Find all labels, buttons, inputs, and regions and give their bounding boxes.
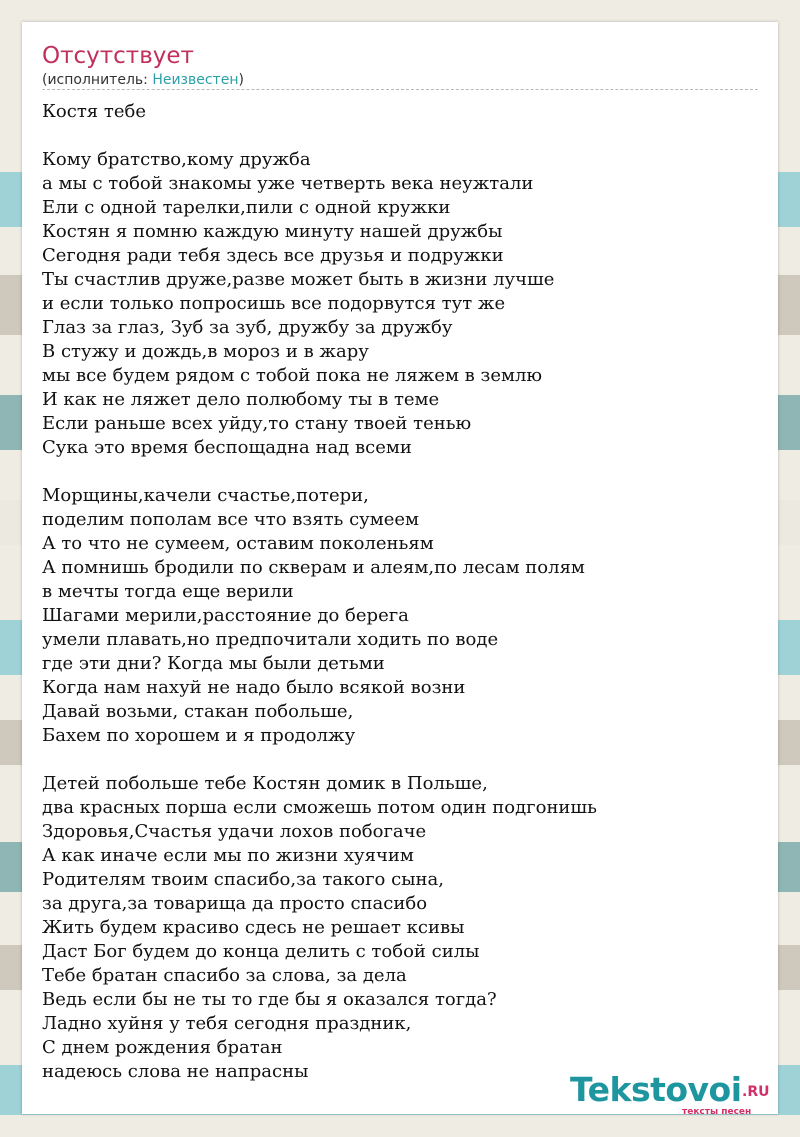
lyric-line: Ты счастлив друже,разве может быть в жизни лучше	[42, 269, 555, 290]
lyric-line: Бахем по хорошем и я продолжу	[42, 725, 356, 746]
lyric-line: Костян я помню каждую минуту нашей дружбы	[42, 221, 503, 242]
lyric-line: в мечты тогда еще верили	[42, 581, 294, 602]
lyric-line: Когда нам нахуй не надо было всякой возни	[42, 677, 466, 698]
lyric-line: Давай возьми, стакан побольше,	[42, 701, 354, 722]
lyric-line: Даст Бог будем до конца делить с тобой силы	[42, 941, 480, 962]
lyric-line: надеюсь слова не напрасны	[42, 1061, 309, 1082]
artist-line	[42, 71, 244, 89]
lyric-line: Глаз за глаз, Зуб за зуб, дружбу за дружбу	[42, 317, 453, 338]
lyric-line: В стужу и дождь,в мороз и в жару	[42, 341, 369, 362]
lyrics-card	[22, 22, 778, 1117]
lyric-line: Сегодня ради тебя здесь все друзья и подружки	[42, 245, 504, 266]
lyric-line: Ели с одной тарелки,пили с одной кружки	[42, 197, 451, 218]
lyric-line	[42, 124, 762, 148]
lyric-line: а мы с тобой знакомы уже четверть века неужтали	[42, 173, 534, 194]
lyric-line: А как иначе если мы по жизни хуячим	[42, 845, 414, 866]
song-title: Отсутствует	[42, 43, 194, 69]
lyric-line: Родителям твоим спасибо,за такого сына,	[42, 869, 444, 890]
artist-suffix: )	[238, 72, 244, 88]
lyric-line: умели плавать,но предпочитали ходить по воде	[42, 629, 499, 650]
lyric-line: за друга,за товарища да просто спасибо	[42, 893, 428, 914]
lyric-line: и если только попросишь все подорвутся тут же	[42, 293, 506, 314]
lyric-line: Тебе братан спасибо за слова, за дела	[42, 965, 407, 986]
lyric-line: Здоровья,Счастья удачи лохов побогаче	[42, 821, 427, 842]
lyric-line: Жить будем красиво сдесь не решает ксивы	[42, 917, 465, 938]
lyric-line: И как не ляжет дело полюбому ты в теме	[42, 389, 440, 410]
lyric-line: Ладно хуйня у тебя сегодня праздник,	[42, 1013, 412, 1034]
logo-tagline: тексты песен	[682, 1107, 752, 1117]
logo-wordmark: Tekstovoi	[570, 1070, 742, 1109]
lyric-line: Если раньше всех уйду,то стану твоей тенью	[42, 413, 472, 434]
header-divider	[42, 89, 758, 90]
lyric-line: где эти дни? Когда мы были детьми	[42, 653, 385, 674]
artist-link[interactable]: Неизвестен	[152, 72, 239, 88]
logo-tld: .RU	[742, 1084, 770, 1100]
lyric-line: А помнишь бродили по скверам и алеям,по лесам полям	[42, 557, 585, 578]
lyric-line: поделим пополам все что взять сумеем	[42, 509, 420, 530]
lyric-line	[42, 460, 762, 484]
lyric-line: Ведь если бы не ты то где бы я оказался тогда?	[42, 989, 497, 1010]
lyrics-text	[42, 100, 762, 1084]
lyric-line	[42, 748, 762, 772]
lyric-line: мы все будем рядом с тобой пока не ляжем в землю	[42, 365, 543, 386]
artist-prefix: (исполнитель:	[42, 72, 153, 88]
lyric-line: Кому братство,кому дружба	[42, 149, 311, 170]
site-logo[interactable]	[570, 1070, 780, 1120]
lyric-line: Морщины,качели счастье,потери,	[42, 485, 369, 506]
lyric-line: Шагами мерили,расстояние до берега	[42, 605, 409, 626]
lyric-line: Детей побольше тебе Костян домик в Польше,	[42, 773, 488, 794]
lyric-line: Сука это время беспощадна над всеми	[42, 437, 412, 458]
lyric-line: С днем рождения братан	[42, 1037, 283, 1058]
lyric-line: А то что не сумеем, оставим поколеньям	[42, 533, 434, 554]
lyric-line: два красных порша если сможешь потом один подгонишь	[42, 797, 597, 818]
lyric-line: Костя тебе	[42, 101, 146, 122]
